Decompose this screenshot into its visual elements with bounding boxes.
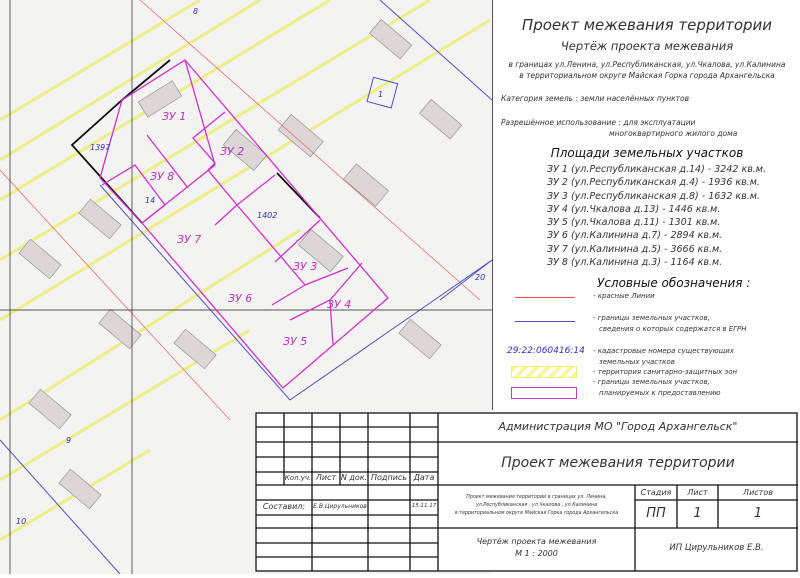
stamp-description (438, 494, 635, 518)
bounds-line2: в территориальном округе Майская Горка города Архангельска (519, 71, 775, 80)
composed-label: Составил: (262, 502, 306, 511)
cadastral-number: 1402 (257, 211, 278, 220)
cadastral-number: 9 (66, 436, 72, 445)
header-signature: Подпись (371, 473, 407, 482)
area-item: ЗУ 4 (ул.Чкалова д.13) - 1446 кв.м. (547, 203, 721, 215)
parcel-label: ЗУ 6 (228, 292, 253, 305)
org-name: Администрация МО "Город Архангельск" (498, 420, 738, 433)
legend-title: Условные обозначения : (597, 276, 751, 290)
sheet-header: Лист (687, 488, 708, 497)
parcel-label: ЗУ 4 (327, 298, 352, 311)
parcel-label: ЗУ 3 (293, 260, 318, 273)
parcel-label: ЗУ 2 (220, 145, 245, 158)
areas-title: Площади земельных участков (550, 146, 744, 160)
header-qty: Кол.уч. (284, 474, 312, 482)
cadastral-number: 10 (16, 517, 27, 526)
area-item: ЗУ 6 (ул.Калинина д.7) - 2894 кв.м. (547, 230, 723, 242)
header-date: Дата (413, 473, 435, 482)
legend-cad2: земельных участков (599, 358, 675, 366)
area-item: ЗУ 8 (ул.Калинина д.3) - 1164 кв.м. (547, 257, 723, 269)
sheet-value: 1 (693, 506, 702, 521)
legend-blue1: - границы земельных участков, (593, 314, 710, 322)
usage-line1: Разрешённое использование : для эксплуатации (501, 118, 696, 127)
blue-line-sample (515, 321, 575, 322)
author: ИП Цирульников Е.В. (669, 543, 764, 553)
area-item: ЗУ 7 (ул.Калинина д.5) - 3666 кв.м. (547, 243, 723, 255)
legend-panel (492, 0, 800, 410)
desc-line: Проект межевания территории в границах ул. Ленина, (466, 495, 607, 500)
legend-blue2: сведения о которых содержатся в ЕГРН (599, 325, 747, 333)
cadastral-number: 20 (475, 273, 486, 282)
sanitary-zone-sample (511, 366, 577, 378)
planned-bounds-sample (511, 387, 577, 399)
desc-line: ул.Республиканская , ул.Чкалова , ул.Калинина (475, 503, 598, 508)
red-line-sample (515, 297, 575, 298)
area-item: ЗУ 2 (ул.Республиканская д.4) - 1936 кв.м. (547, 177, 760, 189)
stamp-title: Проект межевания территории (501, 455, 735, 471)
legend-zone: - территория санитарно-защитных зон (593, 368, 738, 376)
parcel-label: ЗУ 1 (162, 110, 187, 123)
panel-title: Проект межевания территории (521, 16, 773, 34)
panel-subtitle: Чертёж проекта межевания (560, 39, 734, 53)
parcel-label: ЗУ 8 (150, 170, 175, 183)
cadastral-number: 1397 (90, 143, 111, 152)
area-item: ЗУ 1 (ул.Республиканская д.14) - 3242 кв.м. (547, 164, 766, 175)
legend-cad1: - кадастровые номера существующих (593, 347, 734, 355)
stage-header: Стадия (640, 488, 672, 497)
drawing-name: Чертёж проекта межевания (476, 537, 597, 546)
sheets-value: 1 (753, 506, 763, 521)
legend-planned1: - границы земельных участков, (593, 378, 710, 386)
areas-list (547, 163, 766, 269)
header-doc: N док. (340, 473, 368, 482)
legend-planned2: планируемых к предоставлению (599, 389, 721, 397)
land-category: Категория земель : земли населённых пунктов (501, 94, 690, 103)
cadastral-number: 1 (378, 90, 384, 99)
area-item: ЗУ 5 (ул.Чкалова д.11) - 1301 кв.м. (547, 217, 721, 229)
parcel-label: ЗУ 7 (177, 233, 202, 246)
cadastral-number: 8 (193, 7, 199, 16)
drawing-scale: М 1 : 2000 (515, 549, 558, 558)
usage-line2: многоквартирного жилого дома (609, 129, 738, 138)
composed-date: 15.11.17 (411, 503, 437, 509)
desc-line: в территориальном округе Майская Горка города Архангельска (454, 511, 619, 516)
stage-value: ПП (646, 506, 666, 521)
area-item: ЗУ 3 (ул.Республиканская д.8) - 1632 кв.м. (547, 190, 760, 202)
header-sheet: Лист (315, 473, 337, 482)
bounds-line1: в границах ул.Ленина, ул.Республиканская, ул.Чкалова, ул.Калинина (508, 60, 786, 69)
composed-name: Е.В.Цирульников (313, 503, 367, 510)
parcel-label: ЗУ 5 (283, 335, 308, 348)
title-block (255, 412, 798, 572)
cadastral-number: 14 (145, 196, 156, 205)
cadastral-sample: 29:22:060416:14 (507, 346, 585, 356)
sheets-header: Листов (743, 488, 773, 497)
legend-red: - красные Линии (593, 292, 655, 300)
